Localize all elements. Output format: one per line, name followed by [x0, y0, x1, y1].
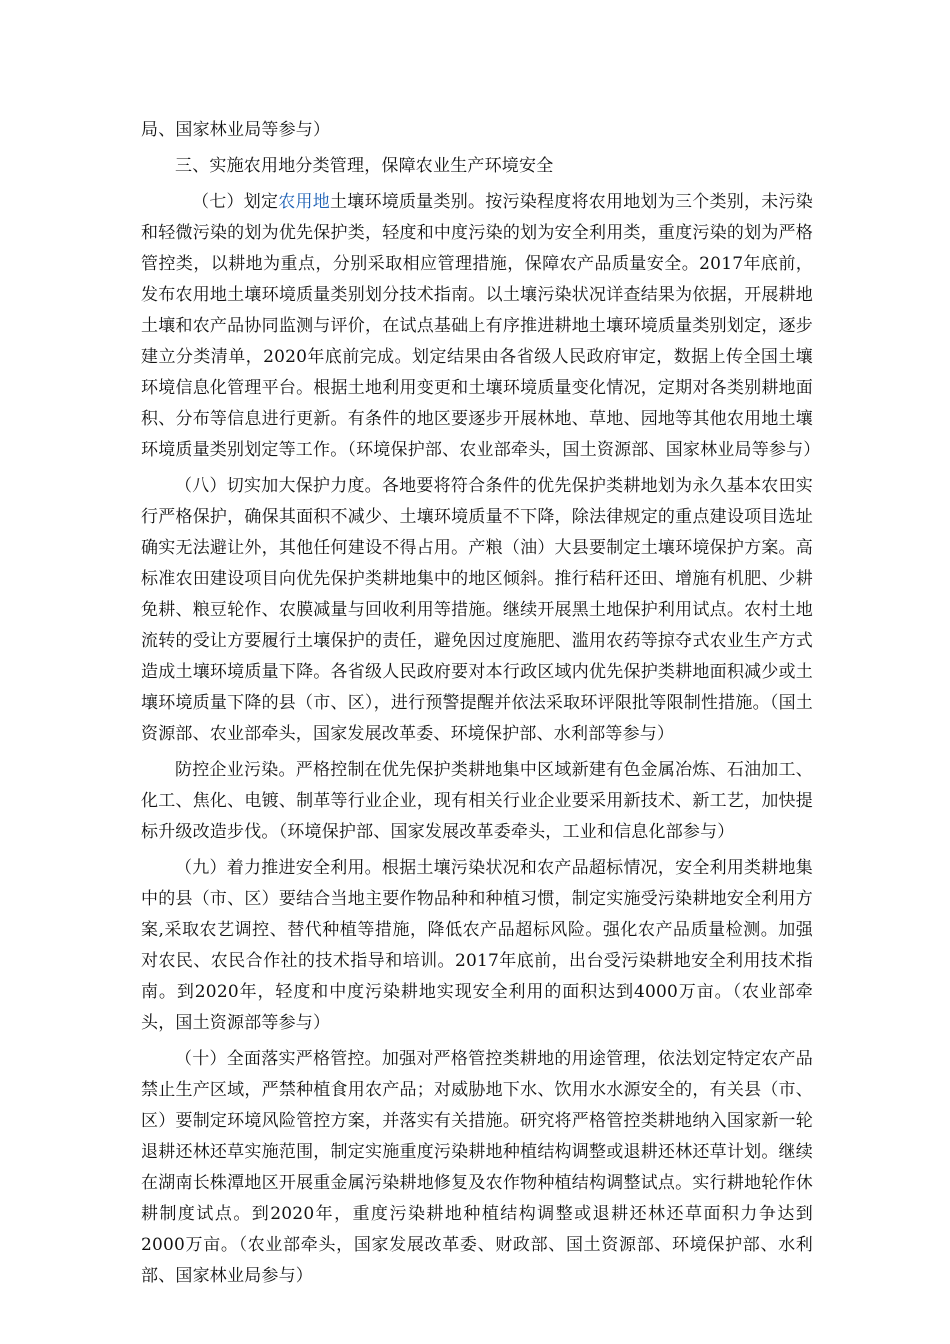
paragraph-10: （十）全面落实严格管控。加强对严格管控类耕地的用途管理，依法划定特定农产品禁止生产区域，严禁种植食用农产品；对威胁地下水、饮用水水源安全的，有关县（市、区）要制定环境风险管控方案，并落实有关措施。研究将严格管控类耕地纳入国家新一轮退耕还林还草实施范围，制定实施重度污染耕地种植结构调整或退耕还林还草计划。继续在湖南长株潭地区开展重金属污染耕地修复及农作物种植结构调整试点。实行耕地轮作休耕制度试点。到2020年，重度污染耕地种植结构调整或退耕还林还草面积力争达到2000万亩。（农业部牵头，国家发展改革委、财政部、国土资源部、环境保护部、水利部、国家林业局参与）	[141, 1049, 813, 1286]
paragraph-7	[141, 187, 821, 466]
paragraph-8-enterprise-pollution: 防控企业污染。严格控制在优先保护类耕地集中区域新建有色金属冶炼、石油加工、化工、焦化、电镀、制革等行业企业，现有相关行业企业要采用新技术、新工艺，加快提标升级改造步伐。（环境保护部、国家发展改革委牵头，工业和信息化部参与）	[141, 760, 813, 842]
paragraph-7-body: 土壤环境质量类别。按污染程度将农用地划为三个类别，未污染和轻微污染的划为优先保护类，轻度和中度污染的划为安全利用类，重度污染的划为严格管控类，以耕地为重点，分别采取相应管理措施，保障农产品质量安全。2017年底前，发布农用地土壤环境质量类别划分技术指南。以土壤污染状况详查结果为依据，开展耕地土壤和农产品协同监测与评价，在试点基础上有序推进耕地土壤环境质量类别划定，逐步建立分类清单，2020年底前完成。划定结果由各省级人民政府审定，数据上传全国土壤环境信息化管理平台。根据土地利用变更和土壤环境质量变化情况，定期对各类别耕地面积、分布等信息进行更新。有条件的地区要逐步开展林地、草地、园地等其他农用地土壤环境质量类别划定等工作。（环境保护部、农业部牵头，国土资源部、国家林业局等参与）	[141, 192, 821, 460]
paragraph-9: （九）着力推进安全利用。根据土壤污染状况和农产品超标情况，安全利用类耕地集中的县（市、区）要结合当地主要作物品种和种植习惯，制定实施受污染耕地安全利用方案,采取农艺调控、替代种植等措施，降低农产品超标风险。强化农产品质量检测。加强对农民、农民合作社的技术指导和培训。2017年底前，出台受污染耕地安全利用技术指南。到2020年，轻度和中度污染耕地实现安全利用的面积达到4000万亩。（农业部牵头，国土资源部等参与）	[141, 858, 813, 1033]
paragraph-8: （八）切实加大保护力度。各地要将符合条件的优先保护类耕地划为永久基本农田实行严格保护，确保其面积不减少、土壤环境质量不下降，除法律规定的重点建设项目选址确实无法避让外，其他任何建设不得占用。产粮（油）大县要制定土壤环境保护方案。高标准农田建设项目向优先保护类耕地集中的地区倾斜。推行秸秆还田、增施有机肥、少耕免耕、粮豆轮作、农膜减量与回收利用等措施。继续开展黑土地保护利用试点。农村土地流转的受让方要履行土壤保护的责任，避免因过度施肥、滥用农药等掠夺式农业生产方式造成土壤环境质量下降。各省级人民政府要对本行政区域内优先保护类耕地面积减少或土壤环境质量下降的县（市、区），进行预警提醒并依法采取环评限批等限制性措施。（国土资源部、农业部牵头，国家发展改革委、环境保护部、水利部等参与）	[141, 476, 813, 744]
paragraph-intro-tail: 局、国家林业局等参与）	[141, 120, 331, 140]
paragraph-7-prefix: （七）划定	[192, 192, 279, 212]
document-body	[141, 115, 821, 1292]
link-agricultural-land[interactable]: 农用地	[278, 192, 331, 212]
section-heading-3: 三、实施农用地分类管理，保障农业生产环境安全	[175, 156, 554, 176]
